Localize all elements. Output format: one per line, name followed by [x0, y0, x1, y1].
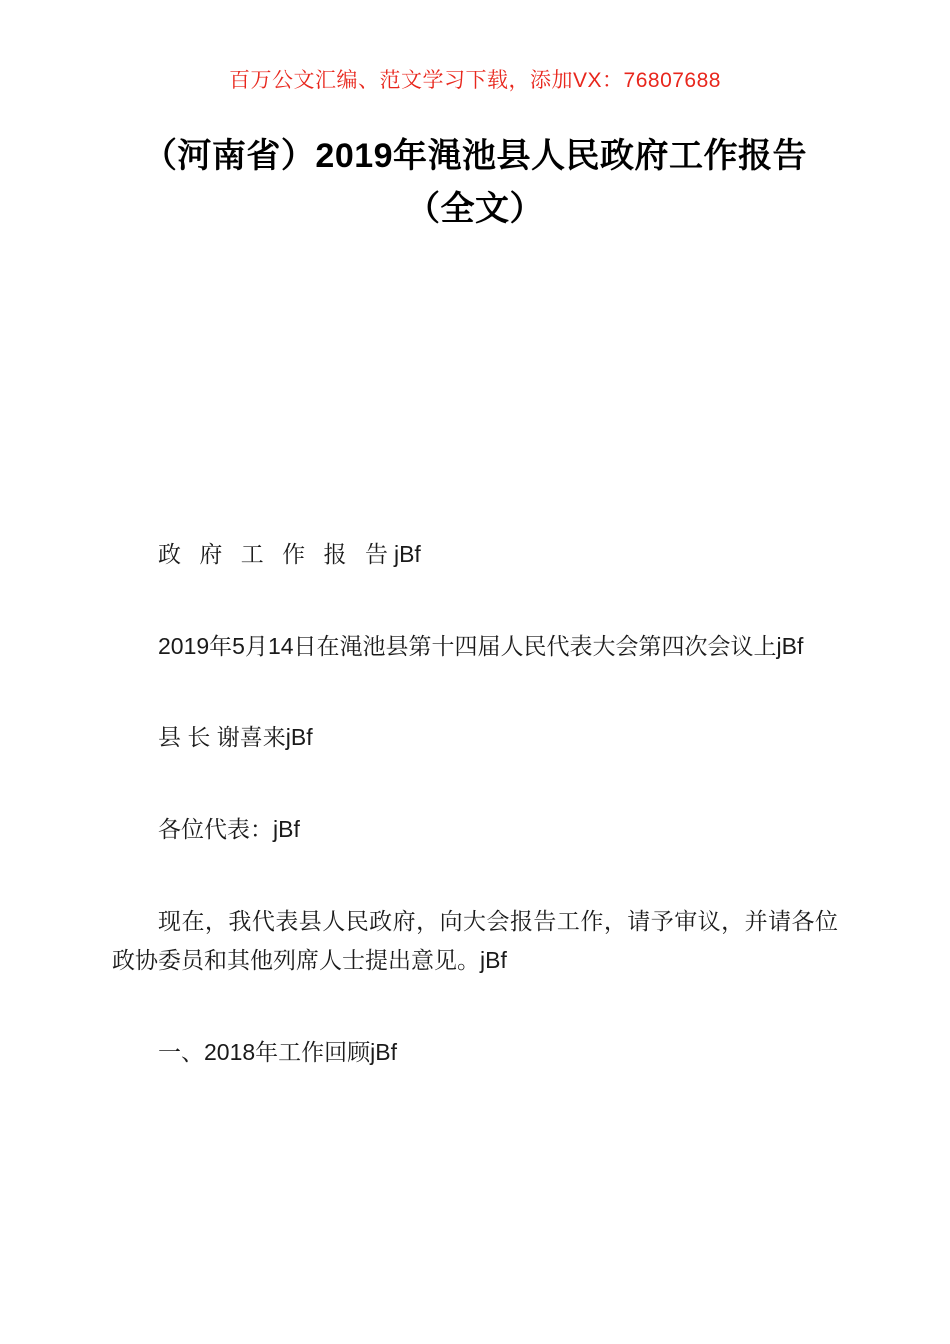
- page-title: （河南省）2019年渑池县人民政府工作报告（全文）: [142, 137, 808, 228]
- paragraph-tail: jBf: [370, 1038, 398, 1065]
- watermark-text: 百万公文汇编、范文学习下载，添加VX：76807688: [229, 69, 721, 92]
- paragraph-tail: jBf: [776, 632, 804, 659]
- paragraph-speaker: [112, 718, 838, 758]
- paragraph-meeting-info: [112, 627, 838, 667]
- paragraph-report-heading: [112, 535, 838, 575]
- paragraph-tail: jBf: [393, 541, 421, 568]
- paragraph-salutation: [112, 810, 838, 850]
- document-body: [112, 235, 838, 1072]
- paragraph-tail: jBf: [480, 947, 507, 974]
- paragraph-opening: [112, 902, 838, 981]
- paragraph-text: 政 府 工 作 报 告: [158, 541, 394, 568]
- paragraph-text: 一、2018年工作回顾: [158, 1038, 371, 1065]
- paragraph-text: 2019年5月14日在渑池县第十四届人民代表大会第四次会议上: [158, 632, 777, 659]
- paragraph-tail: jBf: [273, 816, 300, 843]
- paragraph-text: 现在，我代表县人民政府，向大会报告工作，请予审议，并请各位政协委员和其他列席人士提出意见。: [112, 907, 838, 974]
- paragraph-section-one: [112, 1033, 838, 1073]
- paragraph-text: 各位代表：: [158, 816, 273, 843]
- paragraph-tail: jBf: [285, 724, 313, 751]
- paragraph-text: 县 长 谢喜来: [158, 724, 286, 751]
